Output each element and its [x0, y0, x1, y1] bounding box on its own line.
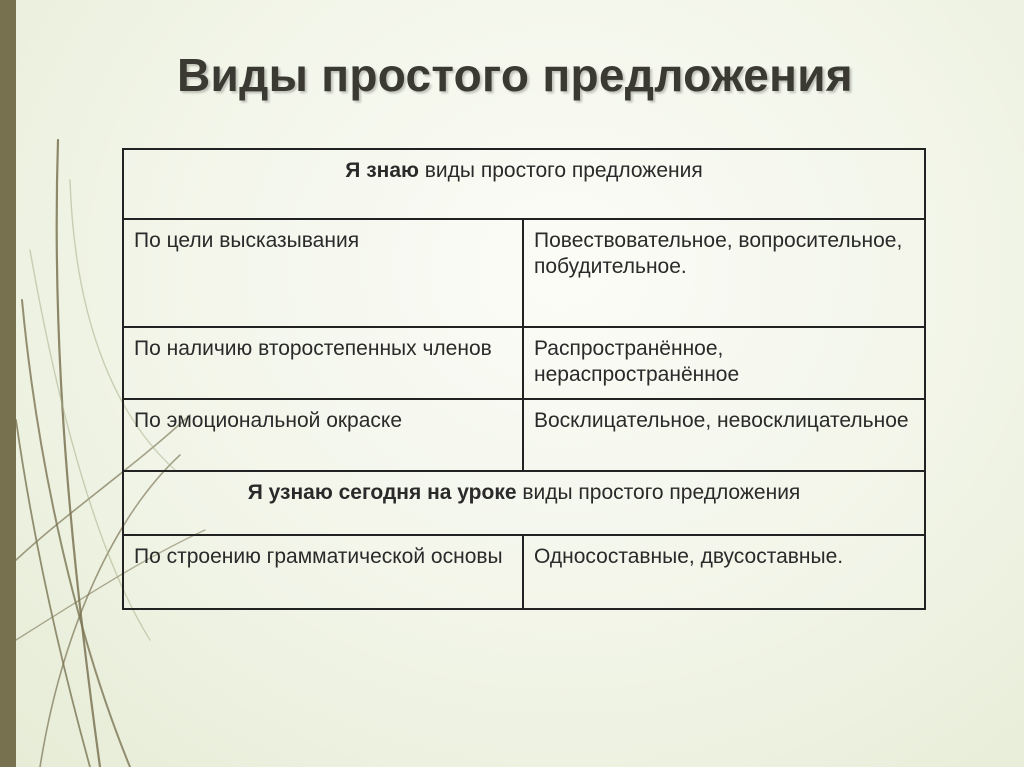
table-header-row-known: [123, 149, 925, 219]
criterion-cell: По строению грамматической основы: [123, 535, 523, 609]
table-row: [123, 327, 925, 399]
known-header-rest: виды простого предложения: [418, 159, 703, 182]
criterion-cell: По цели высказывания: [123, 219, 523, 327]
types-cell: Распространённое, нераспространённое: [523, 327, 925, 399]
types-cell: Односоставные, двусоставные.: [523, 535, 925, 609]
slide-title: Виды простого предложения: [177, 49, 853, 101]
types-cell: Повествовательное, вопросительное, побудительное.: [523, 219, 925, 327]
new-header-cell: [123, 471, 925, 535]
criterion-cell: По эмоциональной окраске: [123, 399, 523, 471]
types-cell: Восклицательное, невосклицательное: [523, 399, 925, 471]
new-header-bold: Я узнаю сегодня на уроке: [247, 481, 517, 504]
table-row: [123, 535, 925, 609]
new-header-rest: виды простого предложения: [516, 481, 801, 504]
table-header-row-new: [123, 471, 925, 535]
known-header-cell: [123, 149, 925, 219]
table-row: [123, 219, 925, 327]
table-row: [123, 399, 925, 471]
sentence-types-table: [122, 148, 926, 610]
known-header-bold: Я знаю: [345, 159, 419, 182]
criterion-cell: По наличию второстепенных членов: [123, 327, 523, 399]
